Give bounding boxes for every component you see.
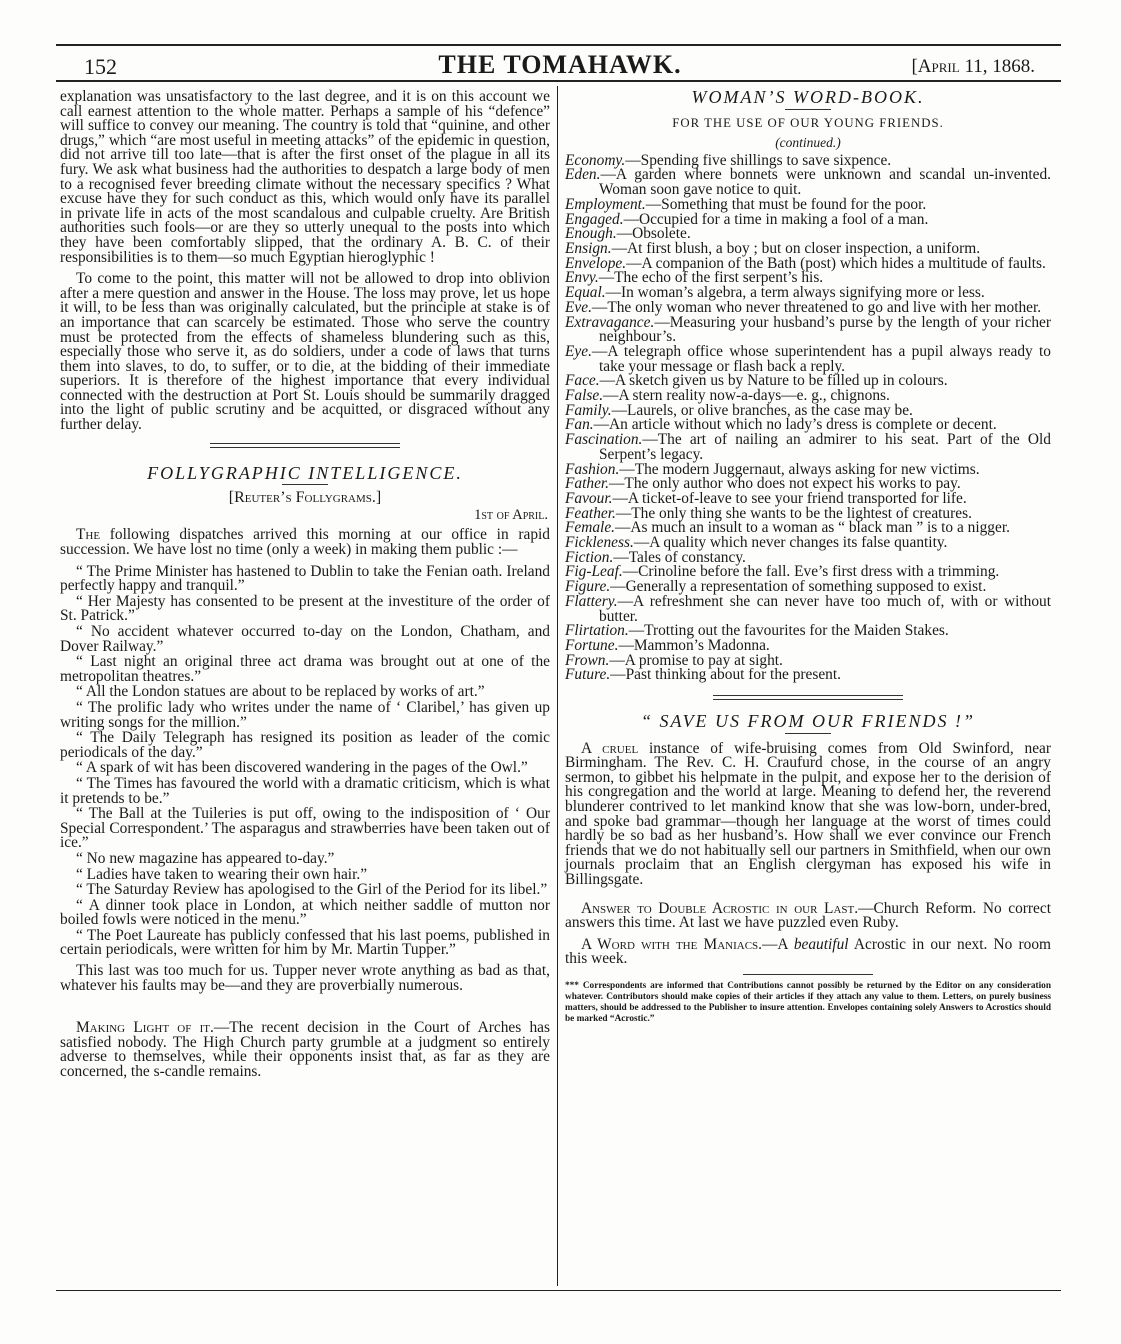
left-column — [60, 90, 550, 1087]
dispatch-item: “ The Poet Laureate has publicly confessed that his last poems, published in certain periodicals, were written for him by Mr. Martin Tupper.” — [60, 926, 550, 959]
entry-definition: —Tales of constancy. — [613, 548, 746, 566]
making-light-paragraph — [60, 1021, 550, 1079]
entry-definition: —Something that must be found for the poor. — [645, 195, 927, 213]
entry-definition: —A stern reality now-a-days—e. g., chignons. — [603, 387, 890, 405]
entry-definition: —Mammon’s Madonna. — [618, 636, 770, 654]
issue-date: [April 11, 1868. — [911, 56, 1035, 77]
article-paragraph: explanation was unsatisfactory to the last degree, and it is on this account we call earnest attention to the whole matter. Perhaps a sample of his “defence” will suffice to convey our meaning. The country is told that “quinine, and other drugs,” which “are most useful in meeting attacks” of the epidemic in question, did not arrive till too late—that is after the first onset of the plague in all its fury. We ask what business had the authorities to despatch a large body of men to a recognised fever breeding climate without the necessary specifics ? What excuse have they for such conduct as this, which would only have its parallel in private life in acts of the most scandalous and culpable cruelty. Are British authorities such fools—or are they so utterly unequal to the posts into which they have been comfortably slipped, that the ordinary A. B. C. of their responsibilities is to them—so much Egyptian hieroglyphic ! — [60, 88, 550, 266]
notice-italic: beautiful — [793, 935, 849, 953]
correspondents-note: *** Correspondents are informed that Contributions cannot possibly be returned by the Editor on any consideration whatever. Contributors should make copies of their articles if they attach any value to them. Letters, on purely business matters, should be addressed to the Publisher to insure attention. Envelopes containing solely Answers to Acrostics should be marked “Acrostic.” — [565, 981, 1051, 1024]
entry-term: Flirtation. — [565, 622, 629, 640]
lead-word: The — [76, 526, 101, 544]
entry-term: Eve. — [565, 298, 592, 316]
entry-definition: —A garden where bonnets were unknown and scandal un-invented. Woman soon gave notice to quit. — [599, 166, 1051, 199]
word-book-entry — [565, 342, 1051, 375]
entry-definition: —Trotting out the favourites for the Maiden Stakes. — [628, 622, 949, 640]
follygraphic-lead — [60, 528, 550, 557]
entry-definition: —The art of nailing an admirer to his seat. Part of the Old Serpent’s legacy. — [599, 431, 1051, 463]
dispatch-item: “ The Times has favoured the world with a dramatic criticism, which is what it pretends to be.” — [60, 774, 550, 807]
entry-definition: —A ticket-of-leave to see your friend transported for life. — [612, 489, 967, 507]
entry-term: Fascination. — [565, 431, 643, 449]
save-us-paragraph — [565, 739, 1052, 889]
entry-definition: —A telegraph office whose superintendent has a pupil always ready to take your message or flash back a reply. — [591, 342, 1051, 375]
entry-term: Father. — [565, 475, 610, 493]
word-book-entry — [565, 668, 1051, 683]
notice-text: Acrostic in our next. No room this week. — [565, 935, 1051, 968]
title-rule — [785, 109, 831, 110]
entry-term: Fickleness. — [565, 534, 634, 552]
entry-definition: —Laurels, or olive branches, as the case may be. — [611, 401, 913, 419]
notice-text: —A — [762, 935, 794, 953]
title-rule — [785, 733, 831, 734]
entry-definition: —The only author who does not expect his works to pay. — [609, 475, 961, 493]
maniacs-notice — [565, 935, 1051, 968]
save-us-text: instance of wife-bruising comes from Old Swinford, near Birmingham. The Rev. C. H. Craufurd chose, in the course of an angry sermon, to gibbet his helpmate in the pulpit, and expose her to the derision of his congregation and the world at large. Meaning to defend her, the reverend blunderer contrived to let mankind know that she was low-born, under-bred, and spoke bad grammar—though her language at the worst of times could hardly be so bad as her husband’s. How shall we ever convince our French friends that we do not habitually sell our partners in Smithfield, when our own journals proclaim that an English clergyman has exposed his wife in Billingsgate. — [565, 739, 1052, 889]
dispatch-item: “ No new magazine has appeared to-day.” — [76, 849, 335, 867]
follygraphic-title: FOLLYGRAPHIC INTELLIGENCE. — [147, 462, 463, 483]
entry-term: Extravagance. — [565, 313, 655, 331]
entry-definition: —Measuring your husband’s purse by the length of your richer neighbour’s. — [599, 313, 1051, 346]
dispatch-item: “ The Ball at the Tuileries is put off, owing to the indisposition of ‘ Our Special Correspondent.’ The asparagus and strawberries have been taken out of ice.” — [60, 805, 550, 852]
entry-definition: —The only thing she wants to be the lightest of creatures. — [615, 504, 972, 522]
column-divider — [557, 86, 558, 1286]
entry-term: Family. — [565, 401, 612, 419]
header-top-rule — [56, 44, 1061, 46]
entry-definition: —A promise to pay at sight. — [609, 651, 783, 669]
entry-term: Favour. — [565, 489, 613, 507]
entry-definition: —Obsolete. — [616, 225, 691, 243]
entry-term: Future. — [565, 666, 611, 684]
notice-heading: A Word with the Maniacs. — [581, 935, 762, 953]
word-book-continued: (continued.) — [775, 135, 841, 151]
entry-term: Fashion. — [565, 460, 620, 478]
dispatch-list — [60, 562, 550, 959]
word-book-subtitle: FOR THE USE OF OUR YOUNG FRIENDS. — [672, 115, 944, 130]
entry-term: Fan. — [565, 416, 594, 434]
entry-definition: —A quality which never changes its false quantity. — [633, 534, 948, 552]
making-light-heading: Making Light of it. — [76, 1019, 214, 1037]
word-book-entries — [565, 151, 1051, 684]
entry-definition: —In woman’s algebra, a term always signifying more or less. — [605, 284, 985, 302]
section-divider — [713, 695, 903, 700]
entry-definition: —As much an insult to a woman as “ black man ” is to a nigger. — [615, 519, 1010, 537]
entry-definition: —Spending five shillings to save sixpence. — [625, 151, 892, 169]
entry-definition: —At first blush, a boy ; but on closer inspection, a uniform. — [611, 240, 981, 257]
follygraphic-closing: This last was too much for us. Tupper never wrote anything as bad as that, whatever his faults may be—and they are proverbially numerous. — [60, 962, 550, 994]
word-book-title: WOMAN’S WORD-BOOK. — [691, 87, 925, 107]
entry-term: Flattery. — [565, 592, 618, 610]
entry-term: Eye. — [565, 342, 592, 360]
word-book-entry — [565, 592, 1051, 625]
footer-rule — [56, 1290, 1061, 1291]
word-book-entry — [565, 433, 1051, 462]
notice-text: —Church Reform. No correct answers this time. At last we have puzzled even Ruby. — [565, 899, 1051, 932]
making-light-text: —The recent decision in the Court of Arches has satisfied nobody. The High Church party grumble at a judgment so entirely adverse to themselves, while their opponents insist that, as far as they are concerned, the s-candle remains. — [60, 1019, 550, 1081]
article-paragraph: To come to the point, this matter will not be allowed to drop into oblivion after a mere question and answer in the House. The loss may prove, let us hope it will, to be less than was originally calculated, but the principle at stake is of an importance that can scarcely be estimated. Those who serve the country must be protected from the effects of shameless blundering such as this, especially those who serve it, as do soldiers, under a code of laws that turns them into slaves, to do, to suffer, or to die, at the bidding of their immediate superiors. It is therefore of the highest importance that every individual connected with the destruction at Port St. Louis should be summarily dragged into the light of public scrutiny and be acquitted, or disgraced without any further delay. — [60, 270, 550, 434]
entry-term: Employment. — [565, 195, 646, 213]
entry-term: Enough. — [565, 225, 617, 243]
entry-term: Fig-Leaf. — [565, 563, 623, 581]
word-book-entry — [565, 313, 1051, 346]
entry-definition: —An article without which no lady’s dress is complete or decent. — [593, 416, 997, 434]
acrostic-answer-notice — [565, 899, 1051, 932]
page-number: 152 — [84, 54, 117, 79]
dispatch-item: “ No accident whatever occurred to-day on the London, Chatham, and Dover Railway.” — [60, 623, 550, 655]
entry-definition: —A companion of the Bath (post) which hides a multitude of faults. — [626, 254, 1046, 272]
dispatch-item: “ A spark of wit has been discovered wandering in the pages of the Owl.” — [76, 759, 528, 777]
right-column — [565, 87, 1052, 1025]
entry-term: Face. — [565, 372, 600, 390]
entry-term: Fortune. — [565, 636, 619, 654]
entry-term: Envelope. — [565, 254, 627, 272]
dispatch-item: “ The Prime Minister has hastened to Dublin to take the Fenian oath. Ireland perfectly happy and tranquil.” — [60, 562, 550, 595]
entry-definition: —Past thinking about for the present. — [610, 666, 841, 684]
entry-term: False. — [565, 387, 604, 405]
entry-term: Equal. — [565, 284, 606, 302]
entry-term: Economy. — [565, 151, 626, 169]
entry-term: Feather. — [565, 504, 616, 522]
save-us-title: “ SAVE US FROM OUR FRIENDS !” — [640, 711, 976, 732]
dispatch-item: “ Ladies have taken to wearing their own hair.” — [76, 865, 368, 883]
entry-term: Envy. — [565, 269, 599, 287]
entry-definition: —The echo of the first serpent’s his. — [598, 269, 824, 287]
entry-definition: —A refreshment she can never have too much of, with or without butter. — [599, 592, 1051, 625]
entry-term: Frown. — [565, 651, 610, 669]
dispatch-item: “ Last night an original three act drama was brought out at one of the metropolitan theatres.” — [60, 653, 550, 685]
dispatch-item: “ The Saturday Review has apologised to the Girl of the Period for its libel.” — [76, 881, 548, 899]
entry-term: Fiction. — [565, 548, 614, 566]
word-book-entry — [565, 168, 1051, 197]
dispatch-item: “ All the London statues are about to be replaced by works of art.” — [76, 683, 485, 701]
header-bottom-rule — [56, 80, 1061, 82]
entry-definition: —Generally a representation of something supposed to exist. — [610, 578, 987, 596]
section-divider — [210, 443, 400, 448]
entry-definition: —The only woman who never threatened to go and live with her mother. — [591, 298, 1042, 316]
notice-heading: Answer to Double Acrostic in our Last. — [581, 899, 859, 917]
dispatch-item: “ The prolific lady who writes under the name of ‘ Claribel,’ has given up writing songs for the million.” — [60, 698, 550, 731]
dispatch-item: “ The Daily Telegraph has resigned its position as leader of the comic periodicals of the day.” — [60, 729, 550, 761]
entry-term: Eden. — [565, 166, 601, 184]
masthead-title: THE TOMAHAWK. — [438, 50, 682, 79]
title-rule — [282, 484, 328, 485]
entry-definition: —Crinoline before the fall. Eve’s first dress with a trimming. — [622, 563, 1000, 581]
follygraphic-dateline: 1st of April. — [474, 506, 548, 523]
note-rule — [743, 974, 873, 975]
entry-term: Engaged. — [565, 210, 624, 228]
dispatch-item: “ A dinner took place in London, at which neither saddle of mutton nor boiled fowls were noticed in the menu.” — [60, 896, 550, 929]
follygraphic-subtitle: [Reuter’s Follygrams.] — [228, 489, 382, 507]
entry-term: Ensign. — [565, 240, 612, 257]
dispatch-item: “ Her Majesty has consented to be present at the investiture of the order of St. Patrick.” — [60, 592, 550, 625]
lead-text: following dispatches arrived this morning at our office in rapid succession. We have lost no time (only a week) in making them public :— — [60, 526, 550, 559]
lead-word: A cruel — [581, 739, 639, 757]
entry-definition: —The modern Juggernaut, always asking for new victims. — [619, 460, 980, 478]
entry-term: Female. — [565, 519, 615, 537]
entry-definition: —A sketch given us by Nature to be filled up in colours. — [599, 372, 948, 390]
entry-term: Figure. — [565, 578, 611, 596]
entry-definition: —Occupied for a time in making a fool of a man. — [623, 210, 929, 228]
